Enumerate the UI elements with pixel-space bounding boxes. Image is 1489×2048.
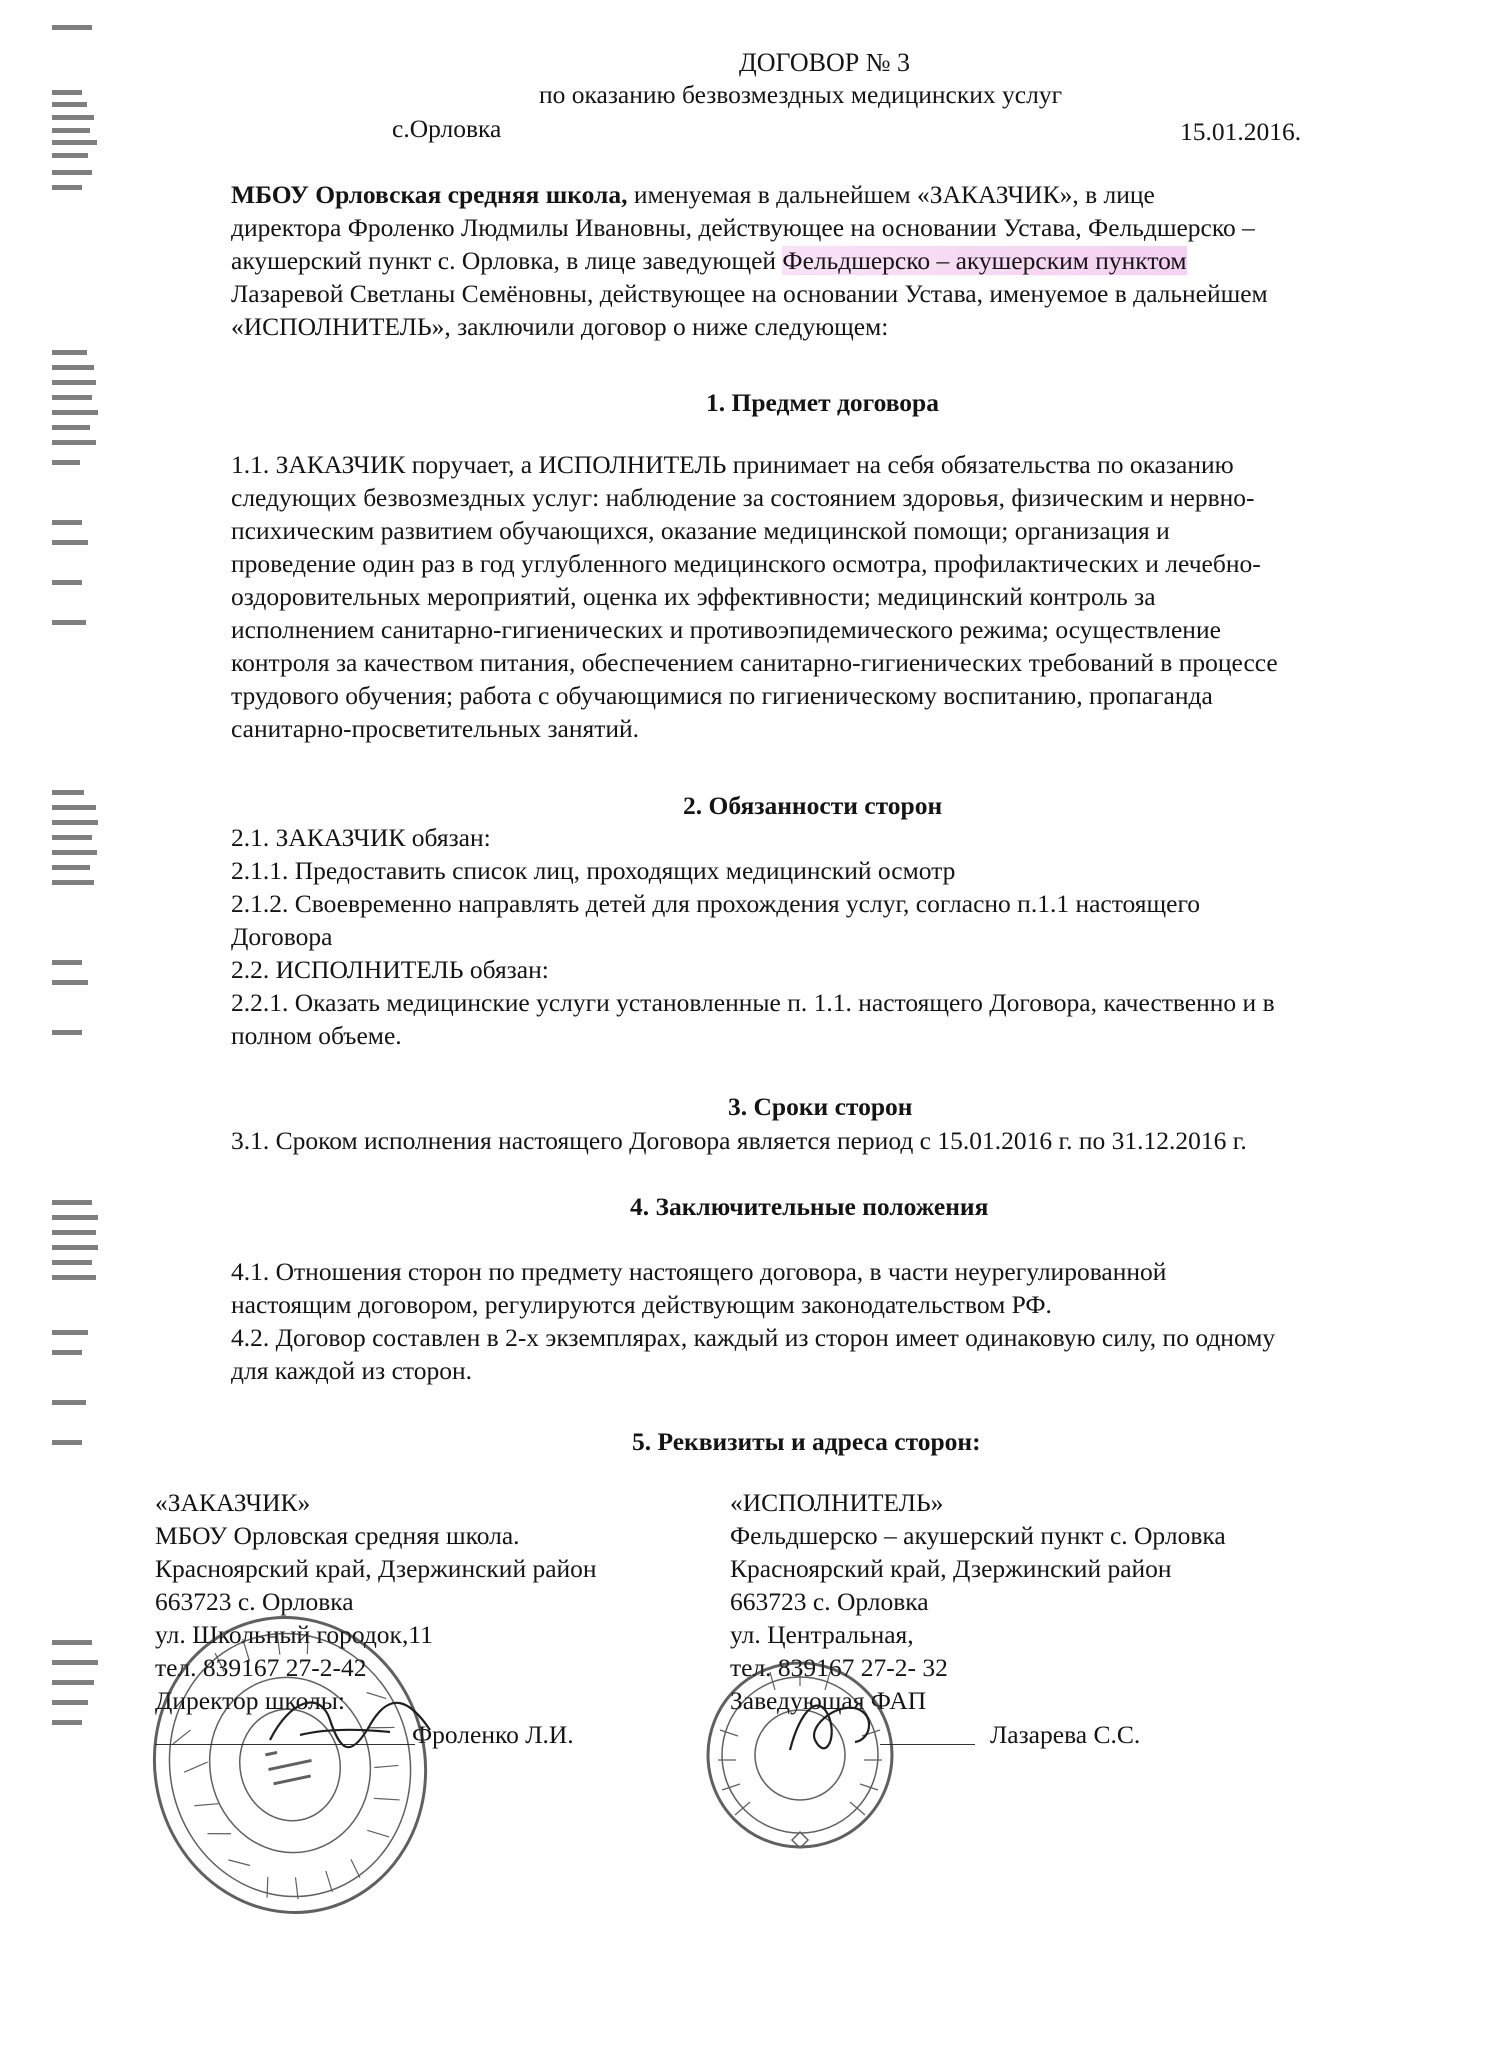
section2-heading: 2. Обязанности сторон	[683, 791, 943, 820]
preamble-line3: акушерский пункт с. Орловка, в лице заведующей	[231, 246, 783, 275]
contract-place: с.Орловка	[392, 114, 502, 143]
preamble-line5: «ИСПОЛНИТЕЛЬ», заключили договор о ниже следующем:	[231, 312, 889, 341]
section2-line: 2.1.1. Предоставить список лиц, проходящих медицинский осмотр	[231, 856, 956, 885]
contract-title: ДОГОВОР № 3	[739, 48, 911, 77]
section3-heading: 3. Сроки сторон	[728, 1092, 913, 1121]
contractor-phone: тел. 839167 27-2- 32	[730, 1653, 948, 1682]
customer-phone: тел. 839167 27-2-42	[155, 1653, 367, 1682]
customer-role: «ЗАКАЗЧИК»	[155, 1488, 311, 1517]
contractor-role: «ИСПОЛНИТЕЛЬ»	[730, 1488, 944, 1517]
section2-line: 2.2.1. Оказать медицинские услуги установленные п. 1.1. настоящего Договора, качественно и в	[231, 988, 1275, 1017]
contractor-region: Красноярский край, Дзержинский район	[730, 1554, 1172, 1583]
contractor-position: Заведующая ФАП	[730, 1686, 927, 1715]
section1-line: трудового обучения; работа с обучающимися по гигиеническому воспитанию, пропаганда	[231, 681, 1213, 710]
section4-line: 4.1. Отношения сторон по предмету настоящего договора, в части неурегулированной	[231, 1257, 1167, 1286]
contractor-name: Фельдшерско – акушерский пункт с. Орловка	[730, 1521, 1226, 1550]
section1-line: следующих безвозмездных услуг: наблюдение за состоянием здоровья, физическим и нервно-	[231, 483, 1255, 512]
section2-body	[231, 821, 1441, 1052]
section4-body	[231, 1255, 1441, 1387]
section1-body	[231, 448, 1441, 745]
contract-date: 15.01.2016.	[1180, 117, 1302, 146]
preamble	[231, 178, 1441, 343]
customer-postal: 663723 с. Орловка	[155, 1587, 354, 1616]
customer-name-bold: МБОУ Орловская средняя школа,	[231, 180, 628, 209]
contractor-signature-image	[770, 1670, 900, 1770]
section2-line: 2.1. ЗАКАЗЧИК обязан:	[231, 823, 491, 852]
contractor-postal: 663723 с. Орловка	[730, 1587, 929, 1616]
section4-line: настоящим договором, регулируются действующим законодательством РФ.	[231, 1290, 1052, 1319]
section2-line: 2.2. ИСПОЛНИТЕЛЬ обязан:	[231, 955, 549, 984]
section4-line: 4.2. Договор составлен в 2-х экземплярах, каждый из сторон имеет одинаковую силу, по одному	[231, 1323, 1276, 1352]
section2-line: Договора	[231, 922, 333, 951]
section4-line: для каждой из сторон.	[231, 1356, 472, 1385]
scan-artifacts	[52, 20, 122, 1980]
section2-line: 2.1.2. Своевременно направлять детей для прохождения услуг, согласно п.1.1 настоящего	[231, 889, 1201, 918]
contract-subtitle: по оказанию безвозмездных медицинских услуг	[539, 80, 1063, 109]
customer-signer: Фроленко Л.И.	[412, 1720, 574, 1749]
customer-street: ул. Школьный городок,11	[155, 1620, 433, 1649]
section5-heading: 5. Реквизиты и адреса сторон:	[632, 1427, 981, 1456]
section1-line: контроля за качеством питания, обеспечением санитарно-гигиенических требований в процессе	[231, 648, 1278, 677]
contractor-signer: Лазарева С.С.	[990, 1720, 1141, 1749]
section1-line: исполнением санитарно-гигиенических и противоэпидемического режима; осуществление	[231, 615, 1221, 644]
customer-position: Директор школы:	[155, 1686, 345, 1715]
customer-signature-image	[260, 1680, 460, 1770]
section1-line: 1.1. ЗАКАЗЧИК поручает, а ИСПОЛНИТЕЛЬ принимает на себя обязательства по оказанию	[231, 450, 1234, 479]
preamble-line1: именуемая в дальнейшем «ЗАКАЗЧИК», в лице	[627, 180, 1155, 209]
section1-line: проведение один раз в год углубленного медицинского осмотра, профилактических и лечебно-	[231, 549, 1261, 578]
section1-line: оздоровительных мероприятий, оценка их эффективности; медицинский контроль за	[231, 582, 1156, 611]
section4-heading: 4. Заключительные положения	[630, 1192, 989, 1221]
customer-region: Красноярский край, Дзержинский район	[155, 1554, 597, 1583]
preamble-line2: директора Фроленко Людмилы Ивановны, действующее на основании Устава, Фельдшерско –	[231, 213, 1255, 242]
customer-name: МБОУ Орловская средняя школа.	[155, 1521, 520, 1550]
section1-line: психическим развитием обучающихся, оказание медицинской помощи; организация и	[231, 516, 1170, 545]
preamble-line4: Лазаревой Светланы Семёновны, действующее на основании Устава, именуемое в дальнейшем	[231, 279, 1268, 308]
section1-heading: 1. Предмет договора	[706, 388, 939, 417]
section3-line: 3.1. Сроком исполнения настоящего Договора является период с 15.01.2016 г. по 31.12.2016 г.	[231, 1126, 1247, 1155]
section1-line: санитарно-просветительных занятий.	[231, 714, 640, 743]
section2-line: полном объеме.	[231, 1021, 402, 1050]
highlighted-text: Фельдшерско – акушерским пунктом	[782, 246, 1187, 275]
section3-body	[231, 1124, 1441, 1157]
contractor-street: ул. Центральная,	[730, 1620, 914, 1649]
